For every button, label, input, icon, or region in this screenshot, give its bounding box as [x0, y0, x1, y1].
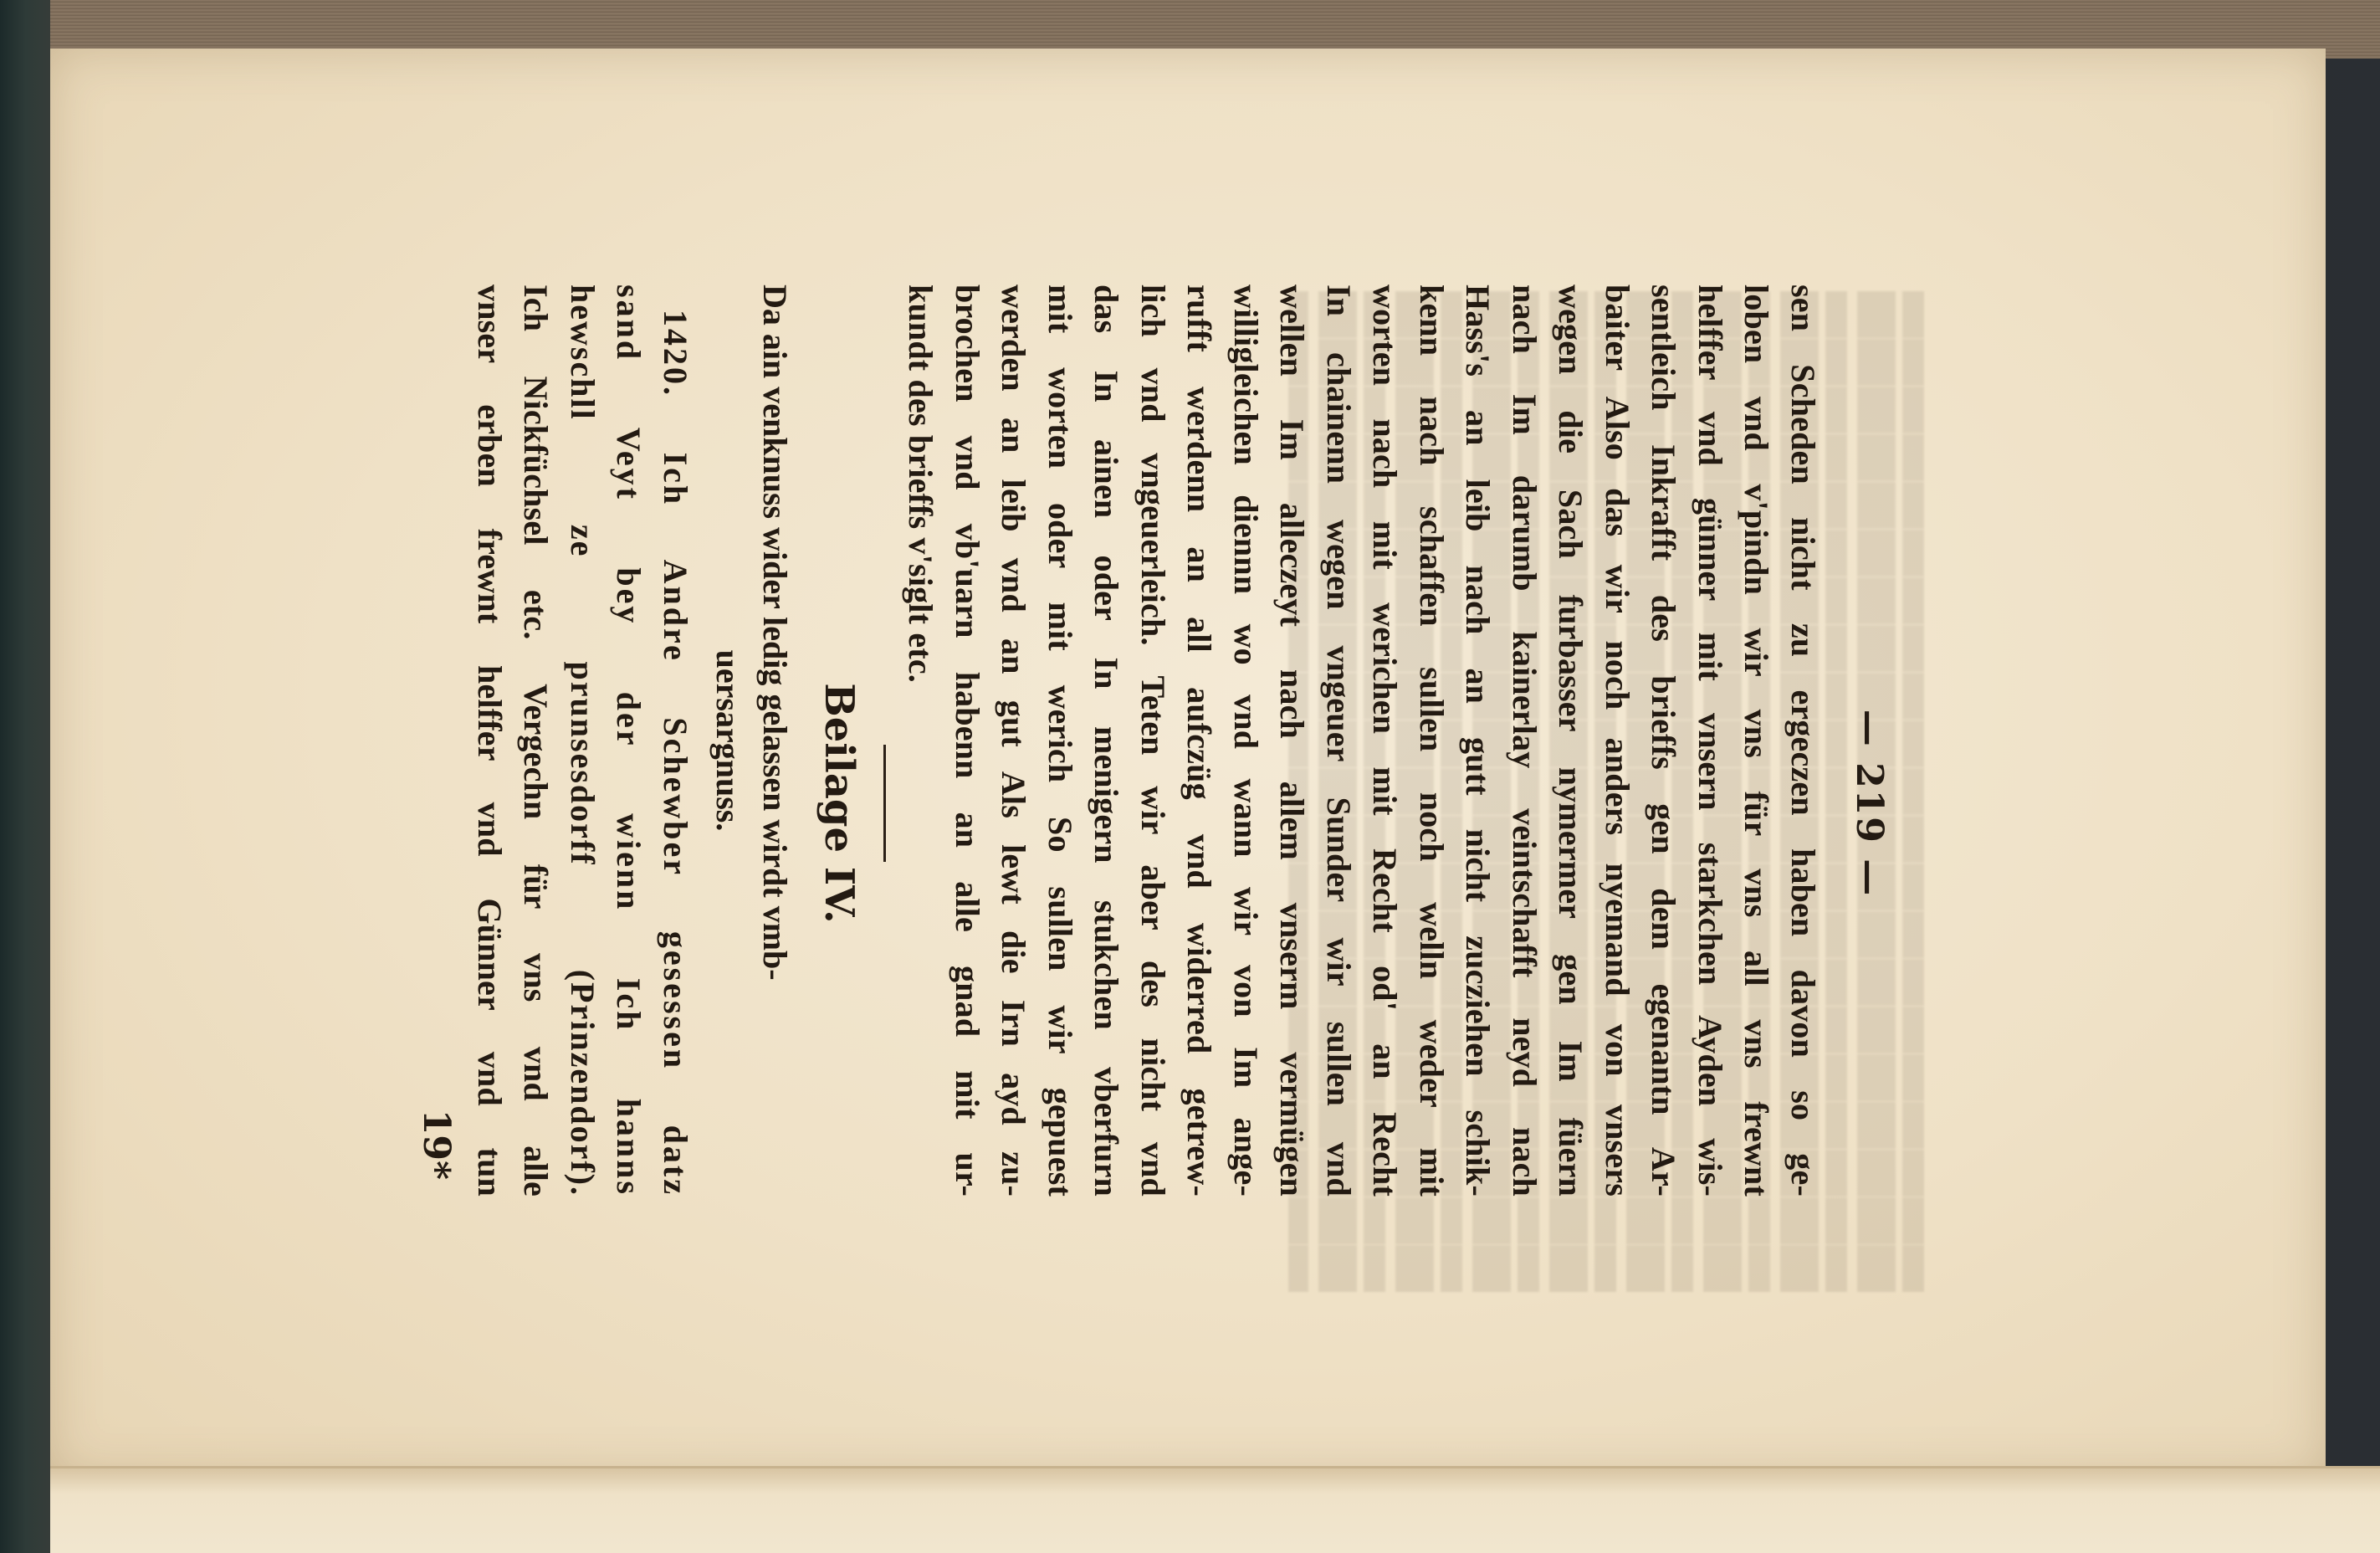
page-text-block — [351, 284, 1891, 1322]
paragraph-line: 1420. Ich Andre Schewber gesessen datz — [657, 310, 694, 1197]
body-line: sen Scheden nicht zu ergeczen haben davon so ge- — [1784, 284, 1822, 1197]
body-line: lich vnd vngeuerleich. Teten wir aber des nicht vnd — [1134, 284, 1172, 1197]
paragraph-line: sand Veyt bey der wienn Ich hanns — [610, 284, 648, 1197]
heading-line: uersargnuss. — [709, 649, 748, 832]
body-line: sentleich Inkrafft des brieffs gen dem egenantn Ar- — [1645, 284, 1683, 1197]
section-heading — [705, 284, 798, 1322]
section-divider — [883, 745, 886, 862]
next-page-edge — [50, 1468, 2380, 1553]
body-line: kenn nach schaffen sullen noch welln weder mit — [1413, 284, 1451, 1197]
body-line: werden an leib vnd an gut Als lewt die Irn ayd zu- — [995, 284, 1033, 1197]
section-paragraph — [467, 284, 699, 1322]
body-line: das In ainen oder In menigern stukchen vberfurn — [1088, 284, 1126, 1197]
body-line: nach Im darumb kainerlay veintschafft neyd nach — [1506, 284, 1543, 1197]
body-line: In chainenn wegen vngeuer Sunder wir sullen vnd — [1320, 284, 1358, 1197]
body-line: wellen Im alleczeyt nach allem vnserm vermügen — [1273, 284, 1312, 1197]
body-line: rufft werdenn an all aufczüg vnd widerred getrew- — [1180, 284, 1219, 1197]
section-title: Beilage IV. — [816, 683, 862, 924]
body-line: willigleichen diennn wo vnd wann wir von Im ange- — [1227, 284, 1265, 1197]
body-line: loben vnd v'pindn wir vns für vns all vns frewnt — [1738, 284, 1776, 1197]
paragraph-line: hewschll ze prunsesdorff (Prinzendorf). — [564, 284, 601, 1197]
body-line: wegen die Sach furbasser nymermer gen Im füern — [1552, 284, 1590, 1197]
body-line: baiter Also das wir noch anders nyemand von vnsers — [1599, 284, 1636, 1197]
signature-mark: 19* — [415, 1109, 458, 1180]
body-line: Hass's an leib nach an gutt nicht zucziehen schik- — [1459, 284, 1497, 1197]
body-line: mit worten oder mit werich So sullen wir gepuest — [1042, 284, 1079, 1197]
body-line: helffer vnd günner mit vnsern starkchen Ayden wis- — [1692, 284, 1729, 1197]
body-line: brochen vnd vb'uarn habenn an alle gnad mit ur- — [949, 284, 986, 1197]
paragraph-line: Ich Nickfüchsel etc. Vergechn für vns vnd alle — [517, 284, 555, 1197]
paragraph-line: vnser erben frewnt helffer vnd Günner vnd tun — [471, 284, 509, 1197]
body-line: worten nach mit werichen mit Recht od' an Recht — [1366, 284, 1405, 1197]
body-text — [898, 284, 1826, 1322]
heading-line: Da ain venknuss wider ledig gelassen wirdt vmb- — [756, 284, 794, 981]
page-number: — 219 — — [1848, 709, 1891, 898]
body-line: kundt des brieffs v'siglt etc. — [902, 284, 940, 683]
